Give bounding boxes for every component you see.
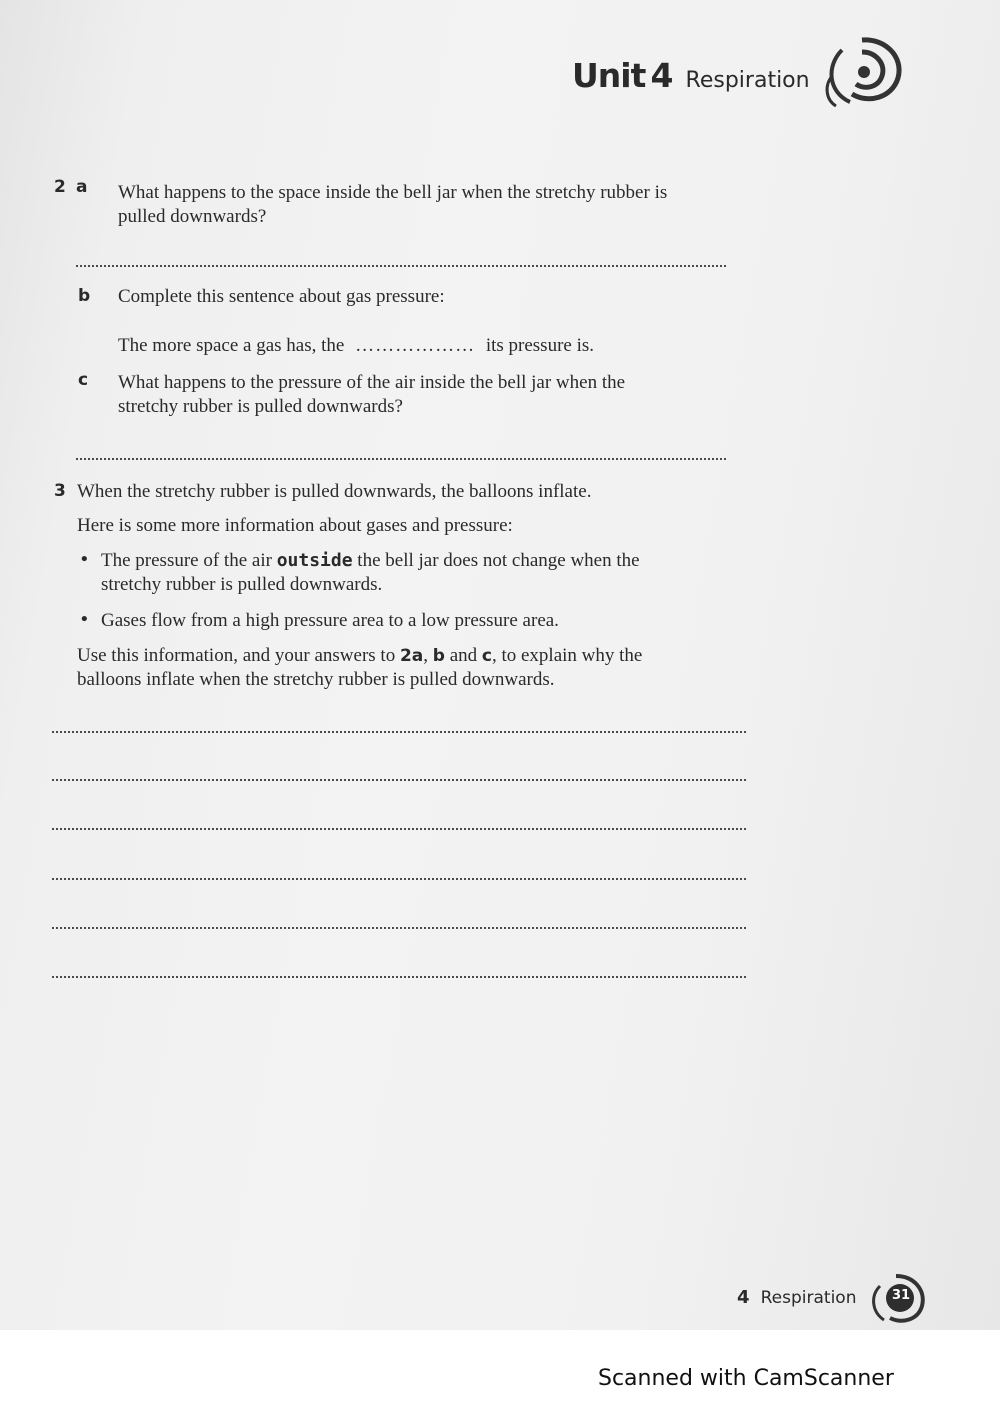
unit-word: Unit (572, 56, 646, 95)
sentence-blank[interactable]: ……………… (355, 335, 476, 356)
answer-line-2a[interactable] (76, 265, 726, 267)
sentence-start: The more space a gas has, the (118, 335, 345, 356)
scanner-caption: Scanned with CamScanner (598, 1366, 894, 1391)
answer-line-3-4[interactable] (52, 878, 746, 880)
page-footer (737, 1287, 856, 1308)
unit-number: 4 (650, 56, 673, 95)
instruction-and: and (449, 645, 478, 666)
question-3-number: 3 (54, 481, 66, 501)
bullet-1-marker: • (79, 549, 90, 570)
question-2a-line-1: What happens to the space inside the bell jar when the stretchy rubber is (118, 182, 668, 203)
bullet-1-line-2: stretchy rubber is pulled downwards. (101, 574, 383, 595)
question-3-intro: When the stretchy rubber is pulled downwards, the balloons inflate. (77, 481, 592, 502)
page-header (572, 56, 810, 95)
bullet-2-marker: • (79, 609, 90, 630)
bullet-1-text (101, 549, 741, 597)
question-3-info: Here is some more information about gases and pressure: (77, 515, 513, 536)
question-2c-line-2: stretchy rubber is pulled downwards? (118, 396, 403, 417)
swirl-logo-icon (812, 30, 912, 112)
question-2a-line-2: pulled downwards? (118, 206, 267, 227)
ref-b: b (432, 646, 445, 666)
question-2a-letter: a (76, 177, 88, 197)
answer-line-3-6[interactable] (52, 976, 746, 978)
question-2-number: 2 (54, 177, 66, 197)
question-2a-text (118, 181, 758, 229)
answer-line-3-3[interactable] (52, 828, 746, 830)
bullet-1-bold: outside (276, 550, 353, 571)
instruction-line-2: balloons inflate when the stretchy rubber is pulled downwards. (77, 669, 555, 690)
question-2c-line-1: What happens to the pressure of the air inside the bell jar when the (118, 372, 626, 393)
question-2b-sentence (118, 334, 594, 358)
bullet-1-after: the bell jar does not change when the (357, 550, 640, 571)
question-3-instruction (77, 644, 757, 692)
answer-line-2c[interactable] (76, 458, 726, 460)
instruction-start: Use this information, and your answers to (77, 645, 396, 666)
unit-title: Respiration (685, 68, 810, 93)
instruction-comma: , (423, 645, 429, 666)
bullet-2-text: Gases flow from a high pressure area to a low pressure area. (101, 610, 559, 631)
bullet-1-before: The pressure of the air (101, 550, 272, 571)
sentence-end: its pressure is. (485, 335, 595, 356)
ref-c: c (481, 646, 492, 666)
answer-line-3-5[interactable] (52, 927, 746, 929)
answer-line-3-1[interactable] (52, 731, 746, 733)
question-2c-text (118, 371, 758, 419)
question-2b-letter: b (78, 286, 91, 306)
page-number: 31 (891, 1288, 911, 1303)
instruction-end: , to explain why the (491, 645, 643, 666)
answer-line-3-2[interactable] (52, 779, 746, 781)
footer-chapter-title: Respiration (760, 1288, 857, 1308)
footer-chapter-number: 4 (737, 1287, 750, 1308)
question-2b-prompt: Complete this sentence about gas pressure: (118, 286, 445, 307)
ref-2a: 2a (399, 646, 424, 666)
question-2c-letter: c (78, 370, 89, 390)
